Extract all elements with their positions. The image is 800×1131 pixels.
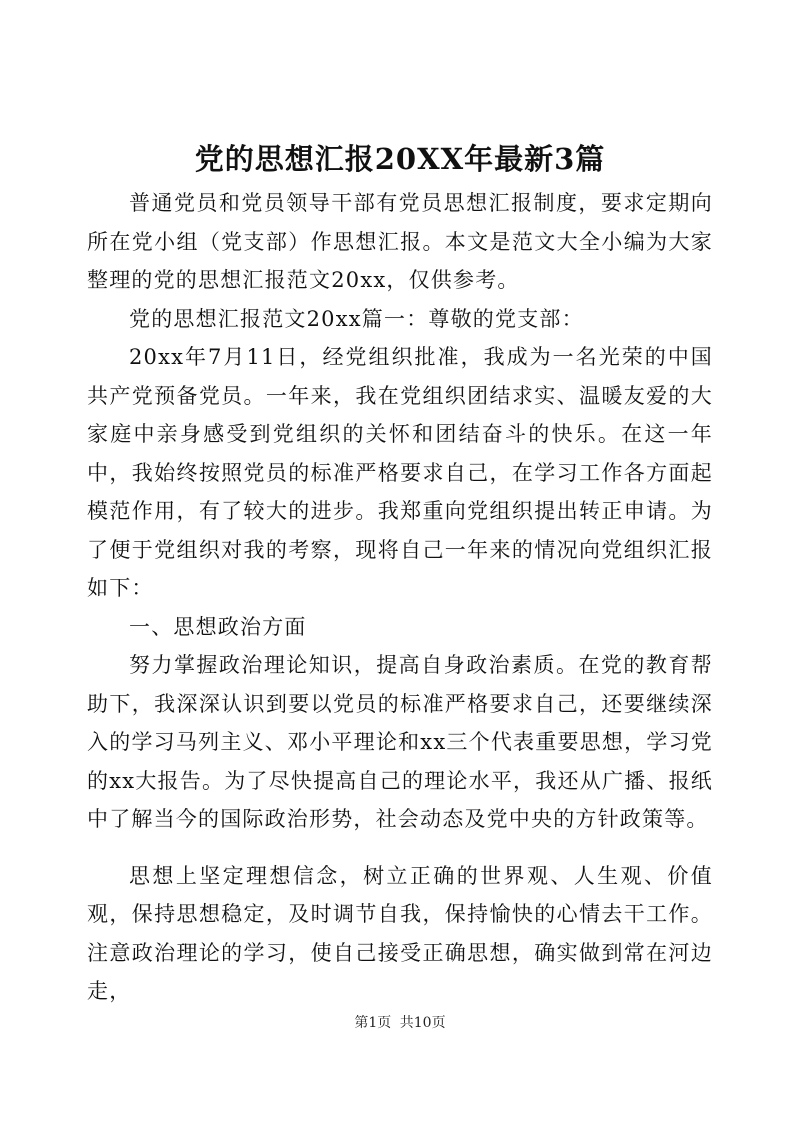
page-total: 共10页 [399,1015,446,1031]
paragraph-ideals: 思想上坚定理想信念，树立正确的世界观、人生观、价值观，保持思想稳定，及时调节自我，保持愉快的心情去干工作。注意政治理论的学习，使自己接受正确思想，确实做到常在河边走， [87,863,713,1003]
paragraph-political-theory: 努力掌握政治理论知识，提高自身政治素质。在党的教育帮助下，我深深认识到要以党员的标准严格要求自己，还要继续深入的学习马列主义、邓小平理论和xx三个代表重要思想，学习党的xx大报告。为了尽快提高自己的理论水平，我还从广播、报纸中了解当今的国际政治形势，社会动态及党中央的方针政策等。 [87,653,713,831]
page-footer [0,1013,800,1033]
document-body [87,184,713,1011]
paragraph-membership: 20xx年7月11日，经党组织批准，我成为一名光荣的中国共产党预备党员。一年来，我在党组织团结求实、温暖友爱的大家庭中亲身感受到党组织的关怀和团结奋斗的快乐。在这一年中，我始终按照党员的标准严格要求自己，在学习工作各方面起模范作用，有了较大的进步。我郑重向党组织提出转正申请。为了便于党组织对我的考察，现将自己一年来的情况向党组织汇报如下： [87,345,713,600]
paragraph-heading-sample-one: 党的思想汇报范文20xx篇一：尊敬的党支部： [129,306,584,331]
paragraph-intro: 普通党员和党员领导干部有党员思想汇报制度，要求定期向所在党小组（党支部）作思想汇报。本文是范文大全小编为大家整理的党的思想汇报范文20xx，仅供参考。 [87,191,713,292]
page-number: 第1页 [354,1015,392,1031]
section-heading-ideology: 一、思想政治方面 [129,614,307,639]
document-title: 党的思想汇报20XX年最新3篇 [194,142,606,176]
